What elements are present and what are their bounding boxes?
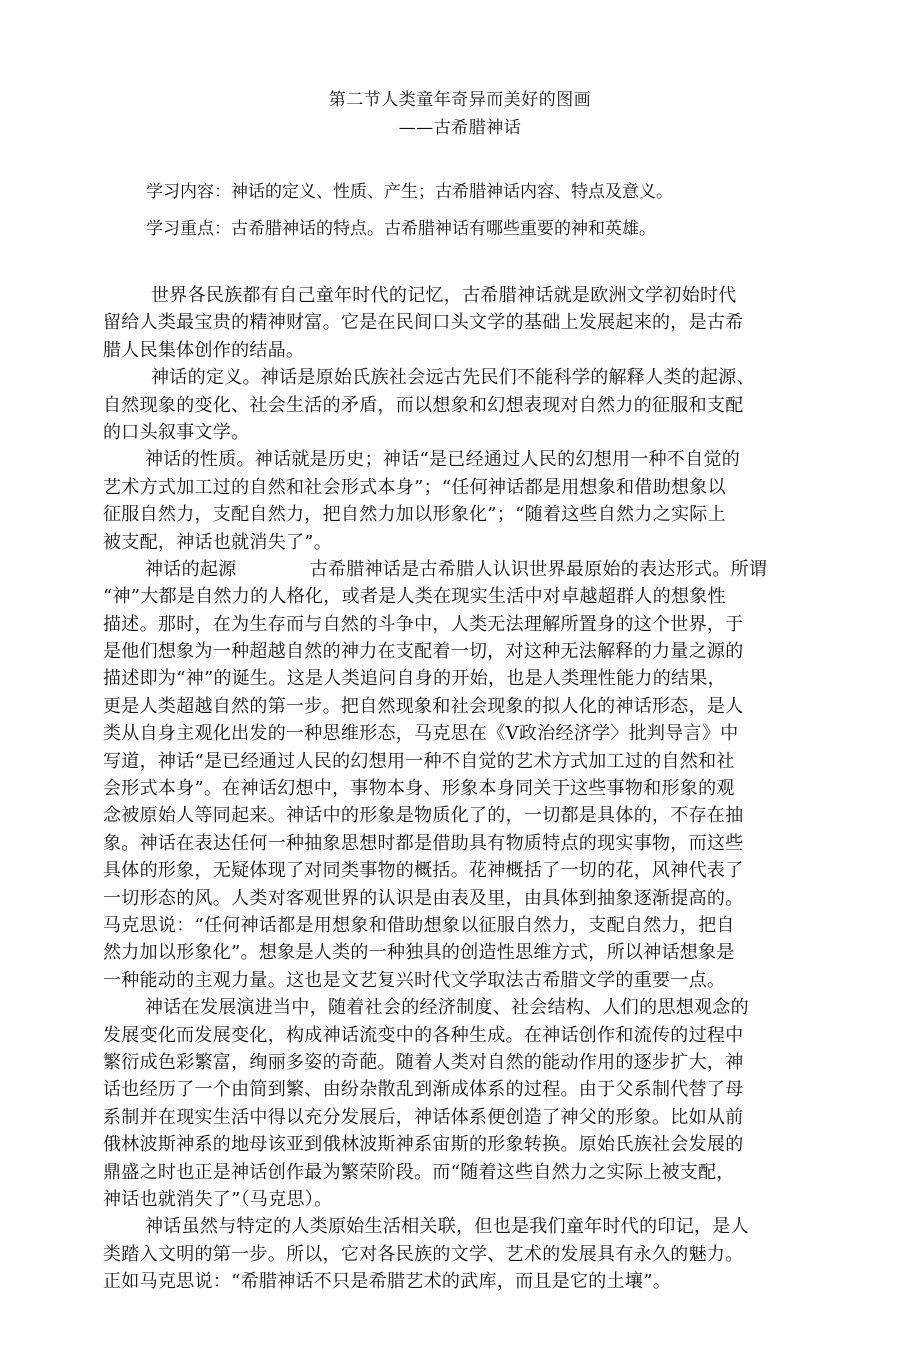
text-line: 腊人民集体创作的结晶。: [103, 339, 305, 361]
page-title: 第二节人类童年奇异而美好的图画: [328, 90, 592, 110]
text-line: 艺术方式加工过的自然和社会形式本身”；“任何神话都是用想象和借助想象以: [103, 476, 726, 498]
text-line: 系制并在现实生活中得以充分发展后，神话体系便创造了神父的形象。比如从前: [103, 1106, 744, 1128]
text-line: 正如马克思说：“希腊神话不只是希腊艺术的武库，而且是它的土壤”。: [103, 1271, 672, 1293]
text-line: 神话虽然与特定的人类原始生活相关联，但也是我们童年时代的印记，是人: [145, 1216, 749, 1238]
text-line: 征服自然力，支配自然力，把自然力加以形象化”；“随着这些自然力之实际上: [103, 504, 726, 526]
text-line: 留给人类最宝贵的精神财富。它是在民间口头文学的基础上发展起来的，是古希: [103, 312, 744, 334]
text-line: 神话的定义。神话是原始氏族社会远古先民们不能科学的解释人类的起源、: [151, 367, 755, 389]
text-line: 描述即为“神”的诞生。这是人类追问自身的开始，也是人类理性能力的结果，: [103, 668, 726, 690]
text-line: 世界各民族都有自己童年时代的记忆，古希腊神话就是欧洲文学初始时代: [151, 285, 737, 306]
text-line: 具体的形象，无疑体现了对同类事物的概括。花神概括了一切的花，风神代表了: [103, 860, 744, 882]
text-line: 俄林波斯神系的地母该亚到俄林波斯神系宙斯的形象转换。原始氏族社会发展的: [103, 1134, 744, 1156]
text-line: 类从自身主观化出发的一种思维形态，马克思在《V政治经济学〉批判导言》中: [103, 723, 739, 745]
text-line: 自然现象的变化、社会生活的矛盾，而以想象和幻想表现对自然力的征服和支配: [103, 394, 744, 416]
text-line: 一种能动的主观力量。这也是文艺复兴时代文学取法古希腊文学的重要一点。: [103, 969, 726, 991]
text-line: 马克思说：“任何神话都是用想象和借助想象以征服自然力，支配自然力，把自: [103, 914, 735, 936]
text-line: 是他们想象为一种超越自然的神力在支配着一切，对这种无法解释的力量之源的: [103, 641, 744, 663]
text-line: 然力加以形象化”。想象是人类的一种独具的创造性思维方式，所以神话想象是: [103, 942, 735, 964]
text-line: 描述。那时，在为生存而与自然的斗争中，人类无法理解所置身的这个世界，于: [103, 613, 744, 635]
body-text: [103, 282, 803, 1295]
text-line: 神话的性质。神话就是历史；神话“是已经通过人民的幻想用一种不自觉的: [145, 449, 741, 471]
text-line: 繁衍成色彩繁富，绚丽多姿的奇葩。随着人类对自然的能动作用的逐步扩大，神: [103, 1051, 744, 1073]
page-subtitle: ——古希腊神话: [398, 118, 522, 138]
study-focus: 学习重点：古希腊神话的特点。古希腊神话有哪些重要的神和英雄。: [146, 219, 656, 239]
text-line: 更是人类超越自然的第一步。把自然现象和社会现象的拟人化的神话形态，是人: [103, 695, 744, 717]
text-line: 写道，神话“是已经通过人民的幻想用一种不自觉的艺术方式加工过的自然和社: [103, 750, 735, 772]
text-line: 一切形态的风。人类对客观世界的认识是由表及里，由具体到抽象逐渐提高的。: [103, 887, 744, 909]
text-line: 会形式本身”。在神话幻想中，事物本身、形象本身同关于这些事物和形象的观: [103, 778, 735, 800]
text-line: 念被原始人等同起来。神话中的形象是物质化了的，一切都是具体的，不存在抽: [103, 805, 744, 827]
text-line: 神话在发展演进当中，随着社会的经济制度、社会结构、人们的思想观念的: [145, 997, 749, 1019]
text-line: 话也经历了一个由简到繁、由纷杂散乱到渐成体系的过程。由于父系制代替了母: [103, 1079, 744, 1101]
text-line: 发展变化而发展变化，构成神话流变中的各种生成。在神话创作和流传的过程中: [103, 1024, 744, 1046]
text-line: 鼎盛之时也正是神话创作最为繁荣阶段。而“随着这些自然力之实际上被支配，: [103, 1161, 735, 1183]
text-line: “神”大都是自然力的人格化，或者是人类在现实生活中对卓越超群人的想象性: [103, 586, 726, 608]
study-content: 学习内容：神话的定义、性质、产生；古希腊神话内容、特点及意义。: [146, 182, 673, 202]
text-line: 被支配，神话也就消失了”。: [103, 531, 333, 553]
text-line: 神话也就消失了”（马克思）。: [103, 1188, 333, 1210]
text-line: 的口头叙事文学。: [103, 421, 250, 443]
text-line: 类踏入文明的第一步。所以，它对各民族的文学、艺术的发展具有永久的魅力。: [103, 1243, 744, 1265]
text-line: 神话的起源 古希腊神话是古希腊人认识世界最原始的表达形式。所谓: [145, 558, 768, 580]
text-line: 象。神话在表达任何一种抽象思想时都是借助具有物质特点的现实事物，而这些: [103, 832, 744, 854]
